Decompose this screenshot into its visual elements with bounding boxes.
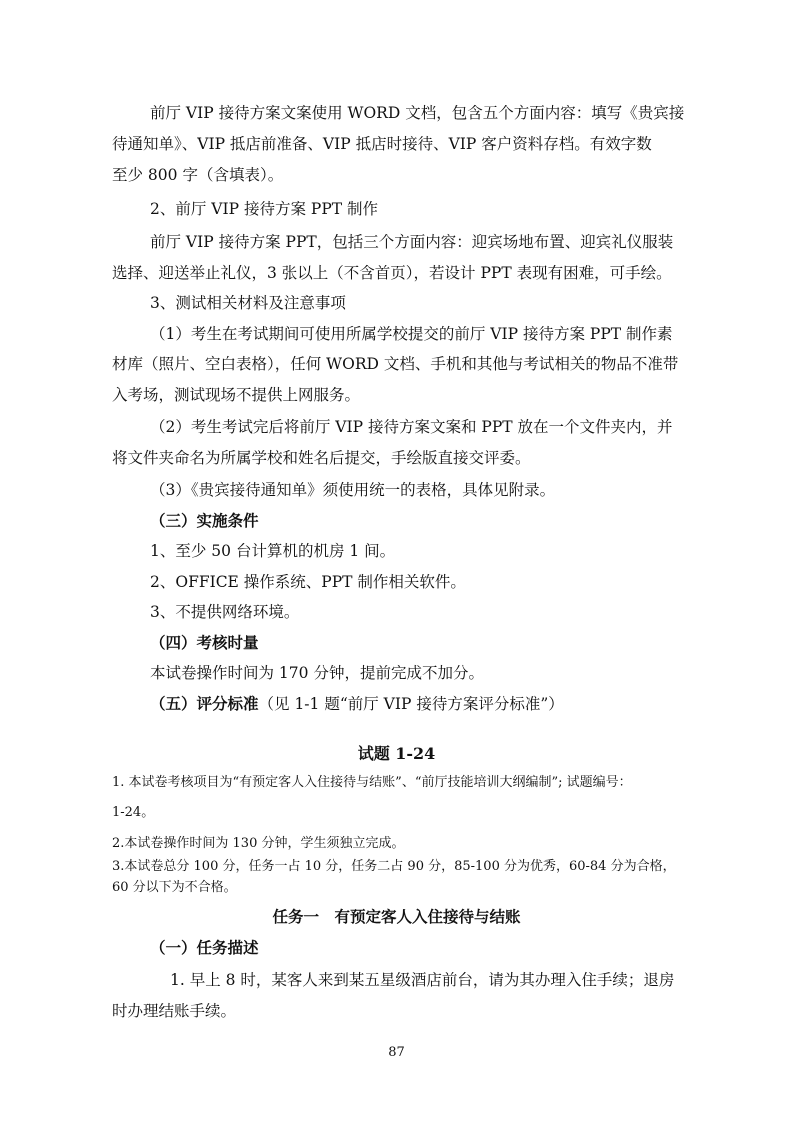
task-title: 任务一 有预定客人入住接待与结账 bbox=[272, 907, 521, 926]
exam-title: 试题 1-24 bbox=[357, 744, 436, 763]
section-heading: （三）实施条件 bbox=[150, 511, 259, 530]
paragraph-line: 前厅 VIP 接待方案 PPT，包括三个方面内容：迎宾场地布置、迎宾礼仪服装 bbox=[150, 233, 674, 251]
section-heading: （四）考核时量 bbox=[150, 633, 259, 652]
paragraph-line: 将文件夹命名为所属学校和姓名后提交，手绘版直接交评委。 bbox=[112, 449, 531, 467]
paragraph-line: 时办理结账手续。 bbox=[112, 1002, 237, 1020]
paragraph-line: （1）考生在考试期间可使用所属学校提交的前厅 VIP 接待方案 PPT 制作素 bbox=[150, 325, 673, 343]
list-item: 2、OFFICE 操作系统、PPT 制作相关软件。 bbox=[150, 573, 466, 591]
paragraph-line: （2）考生考试完后将前厅 VIP 接待方案文案和 PPT 放在一个文件夹内，并 bbox=[150, 418, 673, 436]
list-item: 3、不提供网络环境。 bbox=[150, 603, 300, 621]
paragraph-line: 至少 800 字（含填表）。 bbox=[112, 166, 284, 184]
section-heading bbox=[150, 694, 564, 714]
section-heading-label: （五）评分标准 bbox=[150, 694, 259, 713]
section-heading: （一）任务描述 bbox=[150, 938, 259, 957]
paragraph-line: 选择、迎送举止礼仪，3 张以上（不含首页），若设计 PPT 表现有困难，可手绘。 bbox=[112, 264, 672, 282]
section-heading-note: （见 1-1 题“前厅 VIP 接待方案评分标准”） bbox=[258, 695, 564, 713]
paragraph-line: 入考场，测试现场不提供上网服务。 bbox=[112, 386, 361, 404]
paragraph-line: 1. 早上 8 时，某客人来到某五星级酒店前台，请为其办理入住手续；退房 bbox=[170, 971, 675, 989]
paragraph-line: 前厅 VIP 接待方案文案使用 WORD 文档，包含五个方面内容：填写《贵宾接 bbox=[150, 104, 685, 122]
paragraph-line: 本试卷操作时间为 170 分钟，提前完成不加分。 bbox=[150, 664, 484, 682]
paragraph-line: 3.本试卷总分 100 分，任务一占 10 分，任务二占 90 分，85-100 分为优秀，60-84 分为合格， bbox=[112, 859, 676, 874]
list-item: 1、至少 50 台计算机的机房 1 间。 bbox=[150, 542, 396, 560]
paragraph-line: （3）《贵宾接待通知单》须使用统一的表格，具体见附录。 bbox=[150, 481, 556, 499]
page-number: 87 bbox=[388, 1045, 405, 1060]
paragraph-line: 待通知单》、VIP 抵店前准备、VIP 抵店时接待、VIP 客户资料存档。有效字数 bbox=[112, 135, 652, 153]
subheading: 3、测试相关材料及注意事项 bbox=[150, 294, 346, 312]
paragraph-line: 60 分以下为不合格。 bbox=[112, 880, 237, 895]
paragraph-line: 材库（照片、空白表格），任何 WORD 文档、手机和其他与考试相关的物品不准带 bbox=[112, 355, 679, 373]
subheading: 2、前厅 VIP 接待方案 PPT 制作 bbox=[150, 200, 379, 218]
paragraph-line: 2.本试卷操作时间为 130 分钟，学生须独立完成。 bbox=[112, 836, 405, 851]
paragraph-line: 1. 本试卷考核项目为“有预定客人入住接待与结账”、“前厅技能培训大纲编制”; 试题编号： bbox=[112, 775, 632, 790]
paragraph-line: 1-24。 bbox=[112, 805, 155, 820]
